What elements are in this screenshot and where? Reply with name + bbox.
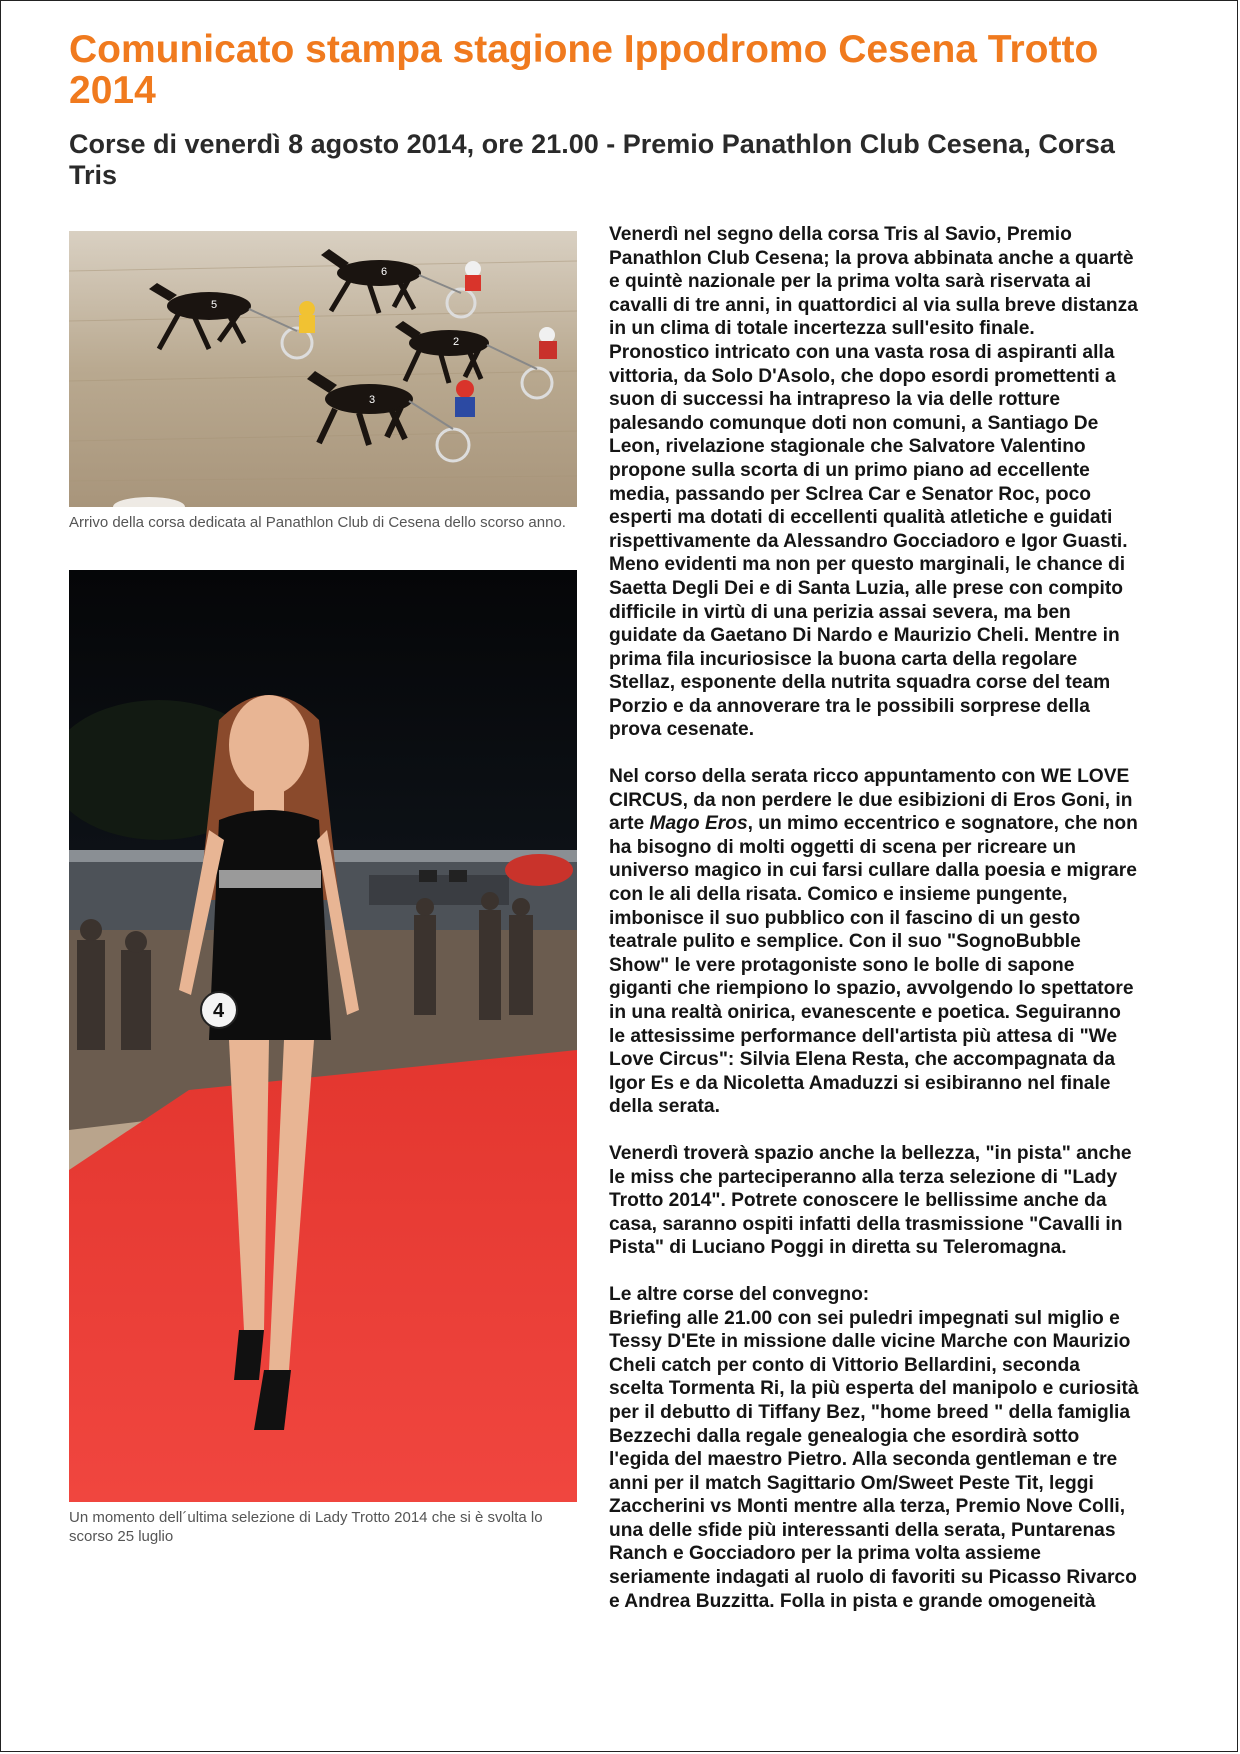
bib-number: 6 xyxy=(381,266,388,278)
bib-number: 3 xyxy=(369,394,376,406)
paragraph-pronostico xyxy=(609,341,1139,742)
paragraph-tris xyxy=(609,223,1139,341)
body-strong: corsa Tris xyxy=(827,224,919,245)
body-text: , un mimo eccentrico e sognatore, che non ha bisogno di molti oggetti di scena per ricreare un universo magico in cui farsi cullare dalla poesia e migrare con le ali della risata. Comico e insieme pungente, imbonisce il suo pubblico con il fascino di un gesto teatrale pulito e semplice. Con il suo "SognoBubble Show" le vere protagoniste sono le bolle di sapone giganti che riempiono lo spazio, avvolgendo lo spettatore in una realtà onirica, evanescente e poetica. Seguiranno le attesissime performance dell'artista più attesa di "We Love Circus": xyxy=(609,813,1138,1071)
article-body xyxy=(609,223,1139,1636)
miss-photo-image xyxy=(69,570,577,1502)
body-text: , che accompagnata da Igor Es e da Nicoletta Amaduzzi si esibiranno nel finale della serata. xyxy=(609,1049,1116,1118)
body-text: al Savio, xyxy=(918,224,1007,245)
race-photo-image xyxy=(69,231,577,507)
model-bib: 4 xyxy=(213,1000,225,1022)
body-italic: Mago Eros xyxy=(649,813,748,835)
paragraph-circus xyxy=(609,765,1139,1119)
body-text: , da non perdere le due esibizioni di xyxy=(682,789,1014,811)
article-title: Comunicato stampa stagione Ippodromo Cesena Trotto 2014 xyxy=(69,28,1099,112)
body-text: Briefing alle 21.00 con sei puledri impegnati sul miglio e Tessy D'Ete in missione dalle vicine Marche con Maurizio Cheli catch per conto di Vittorio Bellardini, seconda scelta Tormenta Ri, la più esperta del manipolo e curiosità per il debutto di Tiffany Bez, "home breed " della famiglia Bezzechi dalla regale genealogia che esordirà sotto l'egida del maestro Pietro. Alla seconda gentleman e tre anni per il match Sagittario Om/Sweet Peste Tit, leggi Zaccherini vs Monti mentre alla terza, Premio Nove Colli, una delle sfide più interessanti della serata, Puntarenas Ranch e Gocciadoro per la prima volta assieme seriamente indagati al ruolo di favoriti su Picasso Rivarco e Andrea Buzzitta. Folla in pista e grande omogeneità xyxy=(609,1307,1139,1612)
paragraph-lady-trotto xyxy=(609,1142,1139,1260)
bib-number: 2 xyxy=(453,336,460,348)
body-text: Pronostico intricato con una vasta rosa di aspiranti alla vittoria, da Solo D'Asolo, che dopo esordi promettenti a suon di successi ha intrapreso la via delle rotture palesando comunque doti non comuni, a Santiago De Leon, rivelazione stagionale che Salvatore Valentino propone sulla scorta di un primo piano ad eccellente media, passando per Sclrea Car e Senator Roc, poco esperti ma dotati di eccellenti qualità atletiche e guidati rispettivamente da Alessandro Gocciadoro e Igor Guasti. Meno evidenti ma non per questo marginali, le chance di Saetta Degli Dei e di Santa Luzia, alle prese con compito difficile in virtù di una perizia assai severa, ma ben guidate da Gaetano Di Nardo e Maurizio Cheli. Mentre in prima fila incuriosisce la buona carta della regolare Stellaz, esponente della nutrita squadra corse del team Porzio e da annoverare tra le possibili sorprese della prova cesenate. xyxy=(609,341,1128,741)
body-strong: "Lady Trotto 2014" xyxy=(609,1166,1118,1212)
left-column xyxy=(69,231,577,1546)
paragraph-altre-corse xyxy=(609,1283,1139,1613)
miss-photo xyxy=(69,570,577,1502)
race-photo-caption: Arrivo della corsa dedicata al Panathlon Club di Cesena dello scorso anno. xyxy=(69,514,566,531)
body-text: ; la prova abbinata anche a quartè e quintè nazionale per la prima volta sarà riservata ai cavalli di tre anni, in quattordici al via sulla breve distanza in un clima di totale incertezza sull'esito finale. xyxy=(609,247,1138,340)
body-text: Venerdì nel segno della xyxy=(609,224,828,245)
body-text: Le altre corse del convegno: xyxy=(609,1283,870,1305)
body-text: , in arte xyxy=(609,789,1133,835)
body-strong: Silvia Elena Resta xyxy=(739,1049,904,1071)
body-strong: Eros Goni xyxy=(1013,789,1105,811)
body-strong: Premio Panathlon Club Cesena xyxy=(609,224,1072,269)
body-text: . Potrete conoscere le bellissime anche da casa, saranno ospiti infatti della trasmissione "Cavalli in Pista" di Luciano Poggi in diretta su Teleromagna. xyxy=(609,1190,1123,1259)
race-photo xyxy=(69,231,577,507)
body-strong: WE LOVE CIRCUS xyxy=(609,766,1130,811)
body-text: Venerdì troverà spazio anche la bellezza, "in pista" anche le miss che parteciperanno alla terza selezione di xyxy=(609,1142,1132,1188)
article-subtitle: Corse di venerdì 8 agosto 2014, ore 21.00 - Premio Panathlon Club Cesena, Corsa Tris xyxy=(69,129,1115,190)
miss-photo-caption: Un momento dell´ultima selezione di Lady Trotto 2014 che si è svolta lo scorso 25 luglio xyxy=(69,1509,543,1545)
body-text: Nel corso della serata ricco appuntamento con xyxy=(609,766,1041,788)
bib-number: 5 xyxy=(211,299,218,311)
